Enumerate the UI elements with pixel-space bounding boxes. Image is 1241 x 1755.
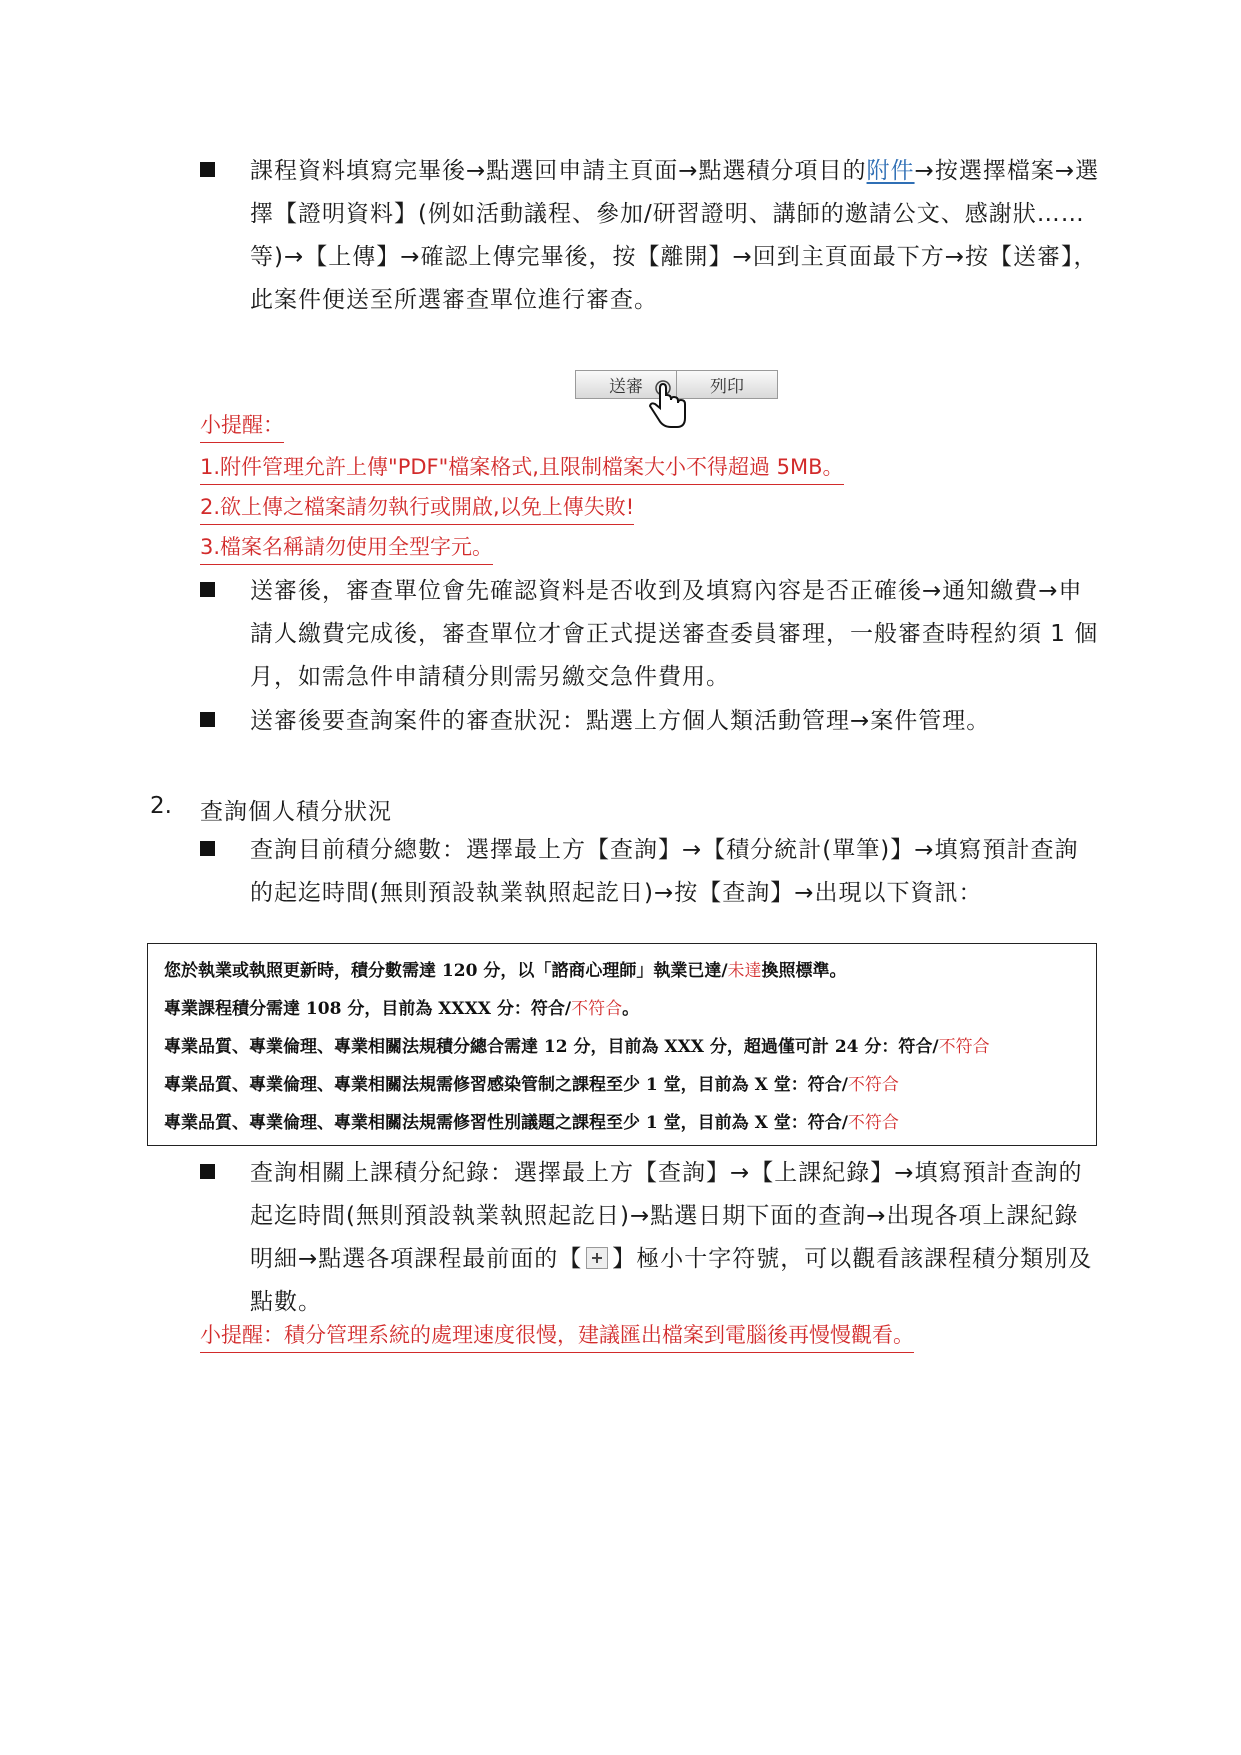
- submit-button[interactable]: 送審: [575, 370, 677, 399]
- expand-plus-icon: [586, 1247, 608, 1269]
- square-bullet-icon: [200, 1164, 215, 1179]
- reminder-title: 小提醒：: [200, 410, 284, 443]
- credit-info-box: [147, 943, 1097, 1146]
- reminder-item: 2.欲上傳之檔案請勿執行或開啟,以免上傳失敗!: [200, 492, 634, 525]
- section-number: 2.: [150, 793, 172, 819]
- info-line: 您於執業或執照更新時，積分數需達 120 分，以「諮商心理師」執業已達/未達換照標準。: [164, 961, 847, 981]
- section-title: 查詢個人積分狀況: [200, 799, 392, 825]
- bullet-class-records: 查詢相關上課積分紀錄：選擇最上方【查詢】→【上課紀錄】→填寫預計查詢的起迄時間(無則預設執業執照起訖日)→點選日期下面的查詢→出現各項上課紀錄明細→點選各項課程最前面的【 】極小十字符號，可以觀看該課程積分類別及點數。: [200, 1152, 1100, 1324]
- bullet-review-process: 送審後，審查單位會先確認資料是否收到及填寫內容是否正確後→通知繳費→申請人繳費完成後，審查單位才會正式提送審查委員審理，一般審查時程約須 1 個月，如需急件申請積分則需另繳交急件費用。: [200, 570, 1100, 699]
- square-bullet-icon: [200, 162, 215, 177]
- square-bullet-icon: [200, 841, 215, 856]
- square-bullet-icon: [200, 712, 215, 727]
- info-line: 專業課程積分需達 108 分，目前為 XXXX 分：符合/不符合。: [164, 999, 640, 1019]
- info-line: 專業品質、專業倫理、專業相關法規需修習性別議題之課程至少 1 堂，目前為 X 堂：符合/不符合: [164, 1113, 899, 1133]
- print-button[interactable]: 列印: [676, 370, 778, 399]
- info-line: 專業品質、專業倫理、專業相關法規需修習感染管制之課程至少 1 堂，目前為 X 堂：符合/不符合: [164, 1075, 899, 1095]
- reminder-item: 1.附件管理允許上傳"PDF"檔案格式,且限制檔案大小不得超過 5MB。: [200, 452, 844, 485]
- square-bullet-icon: [200, 582, 215, 597]
- bullet-query-total: 查詢目前積分總數：選擇最上方【查詢】→【積分統計(單筆)】→填寫預計查詢的起迄時間(無則預設執業執照起訖日)→按【查詢】→出現以下資訊：: [200, 829, 1100, 915]
- reminder-slow-system: 小提醒：積分管理系統的處理速度很慢，建議匯出檔案到電腦後再慢慢觀看。: [200, 1320, 914, 1353]
- info-line: 專業品質、專業倫理、專業相關法規積分總合需達 12 分，目前為 XXX 分，超過僅可計 24 分：符合/不符合: [164, 1037, 990, 1057]
- bullet-submit-steps: 課程資料填寫完畢後→點選回申請主頁面→點選積分項目的附件→按選擇檔案→選擇【證明資料】(例如活動議程、參加/研習證明、講師的邀請公文、感謝狀……等)→【上傳】→確認上傳完畢後，按【離開】→回到主頁面最下方→按【送審】，此案件便送至所選審查單位進行審查。: [200, 150, 1100, 322]
- bullet-case-status: 送審後要查詢案件的審查狀況：點選上方個人類活動管理→案件管理。: [200, 700, 1100, 743]
- pointer-hand-icon: [645, 380, 689, 430]
- reminder-item: 3.檔案名稱請勿使用全型字元。: [200, 532, 493, 565]
- attachment-link[interactable]: 附件: [866, 158, 915, 184]
